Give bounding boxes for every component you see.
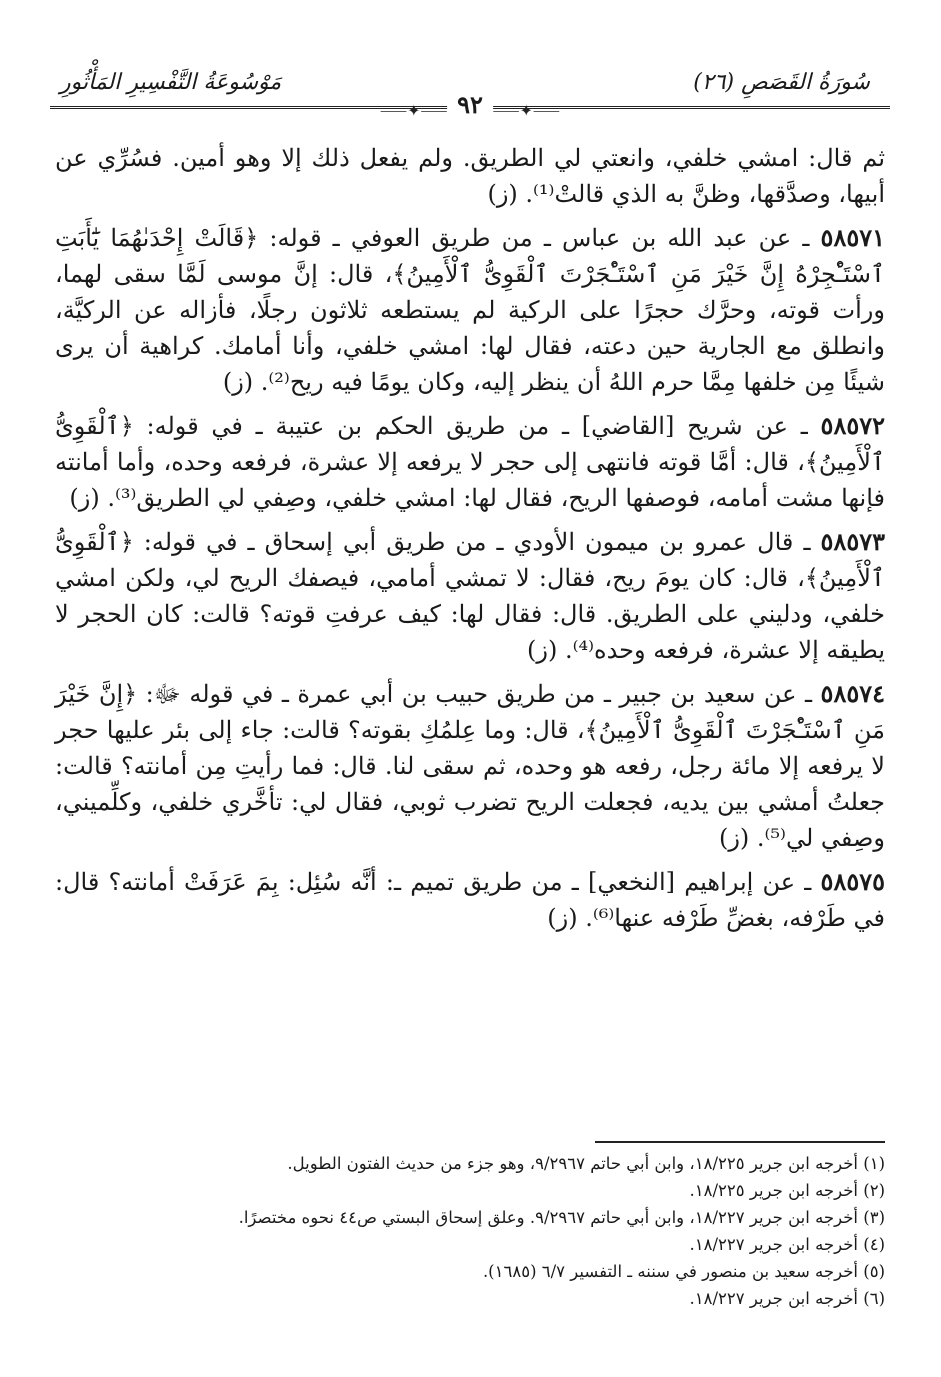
book-title: مَوْسُوعَةُ التَّفْسِيرِ المَأْثُورِ [60,70,282,95]
paragraph-text: ـ عن سعيد بن جبير ـ من طريق حبيب بن أبي عمرة ـ في قوله ﷻ: ﴿إِنَّ خَيْرَ مَنِ ٱسْتَـْٔجَرْتَ ٱلْقَوِىُّ ٱلْأَمِينُ﴾، قال: وما عِلمُكِ بقوته؟ قالت: جاء إلى بئر عليها حجر لا يرفعه إلا مائة رجل، رفعه هو وحده، ثم سقى لنا. قال: فما رأيتِ مِن أمانته؟ قالت: جعلتُ أمشي بين يديه، فجعلت الريح تضرب ثوبي، فقال لي: تأخَّري خلفي، وكلِّميني، وصِفي لي⁽⁵⁾. (ز) [55,680,886,852]
narration-number: ٥٨٥٧٢ [820,411,885,440]
main-text [55,140,885,944]
narration-58573 [55,524,885,668]
narration-58571 [55,220,885,400]
paragraph-text: ـ عن إبراهيم [النخعي] ـ من طريق تميم ـ: أنَّه سُئِل: بِمَ عَرَفَتْ أمانته؟ قال: في طَرْفه، بغضِّ طَرْفه عنها⁽⁶⁾. (ز) [55,868,885,932]
footnote: (٦) أخرجه ابن جرير ١٨/٢٢٧. [689,1289,885,1308]
footnotes [55,1150,885,1312]
narration-number: ٥٨٥٧١ [820,223,885,252]
ornament-left-icon: ⸺✦⸺ [380,101,448,120]
narration-number: ٥٨٥٧٣ [820,527,885,556]
narration-58572 [55,408,885,516]
footnote: (٣) أخرجه ابن جرير ١٨/٢٢٧، وابن أبي حاتم ٩/٢٩٦٧. وعلق إسحاق البستي ص٤٤ نحوه مختصرًا. [238,1208,885,1227]
footnote: (٤) أخرجه ابن جرير ١٨/٢٢٧. [689,1235,885,1254]
narration-58575 [55,864,885,936]
paragraph-text: ـ عن عبد الله بن عباس ـ من طريق العوفي ـ قوله: ﴿قَالَتْ إِحْدَىٰهُمَا يَٰٓأَبَتِ ٱسْتَـْٔجِرْهُ إِنَّ خَيْرَ مَنِ ٱسْتَـْٔجَرْتَ ٱلْقَوِىُّ ٱلْأَمِينُ﴾، قال: إنَّ موسى لَمَّا سقى لهما، ورأت قوته، وحرَّك حجرًا على الركية لم يستطعه ثلاثون رجلًا، فأزاله عن الركيَّة، وانطلق مع الجارية حين دعته، فقال لها: امشي خلفي، وأنا أمامك. كراهية أن يرى شيئًا مِن خلفها مِمَّا حرم اللهُ أن ينظر إليه، وكان يومًا فيه ريح⁽²⁾. (ز) [55,224,885,396]
ornament-right-icon: ⸺✦⸺ [492,101,560,120]
narration-58574 [55,676,885,856]
footnote: (١) أخرجه ابن جرير ١٨/٢٢٥، وابن أبي حاتم ٩/٢٩٦٧، وهو جزء من حديث الفتون الطويل. [287,1154,885,1173]
paragraph-text: ـ عن شريح [القاضي] ـ من طريق الحكم بن عتيبة ـ في قوله: ﴿ٱلْقَوِىُّ ٱلْأَمِينُ﴾، قال: أمَّا قوته فانتهى إلى حجر لا يرفعه إلا عشرة، فرفعه وحده، وأما أمانته فإنها مشت أمامه، فوصفها الريح، فقال لها: امشي خلفي، وصِفي لي الطريق⁽³⁾. (ز) [55,412,885,512]
paragraph-continuation [55,140,885,212]
footnote-rule [595,1141,885,1143]
footnote: (٢) أخرجه ابن جرير ١٨/٢٢٥. [689,1181,885,1200]
paragraph-text: ـ قال عمرو بن ميمون الأودي ـ من طريق أبي إسحاق ـ في قوله: ﴿ٱلْقَوِىُّ ٱلْأَمِينُ﴾، قال: كان يومَ ريح، فقال: لا تمشي أمامي، فيصفك الريح لي، ولكن امشي خلفي، ودليني على الطريق. قال: فقال لها: كيف عرفتِ قوته؟ قالت: كان الحجر لا يطيقه إلا عشرة، فرفعه وحده⁽⁴⁾. (ز) [55,528,885,664]
surah-heading: سُورَةُ القَصَصِ (٢٦) [693,70,870,95]
narration-number: ٥٨٥٧٤ [820,679,885,708]
narration-number: ٥٨٥٧٥ [820,867,885,896]
page-header [50,62,890,134]
paragraph-text: ثم قال: امشي خلفي، وانعتي لي الطريق. ولم يفعل ذلك إلا وهو أمين. فسُرِّي عن أبيها، وصدَّقها، وظنَّ به الذي قالتْ⁽¹⁾. (ز) [55,144,885,208]
page-number: ٩٢ [447,90,493,119]
footnote: (٥) أخرجه سعيد بن منصور في سننه ـ التفسير ٦/٧ (١٦٨٥). [482,1262,885,1281]
